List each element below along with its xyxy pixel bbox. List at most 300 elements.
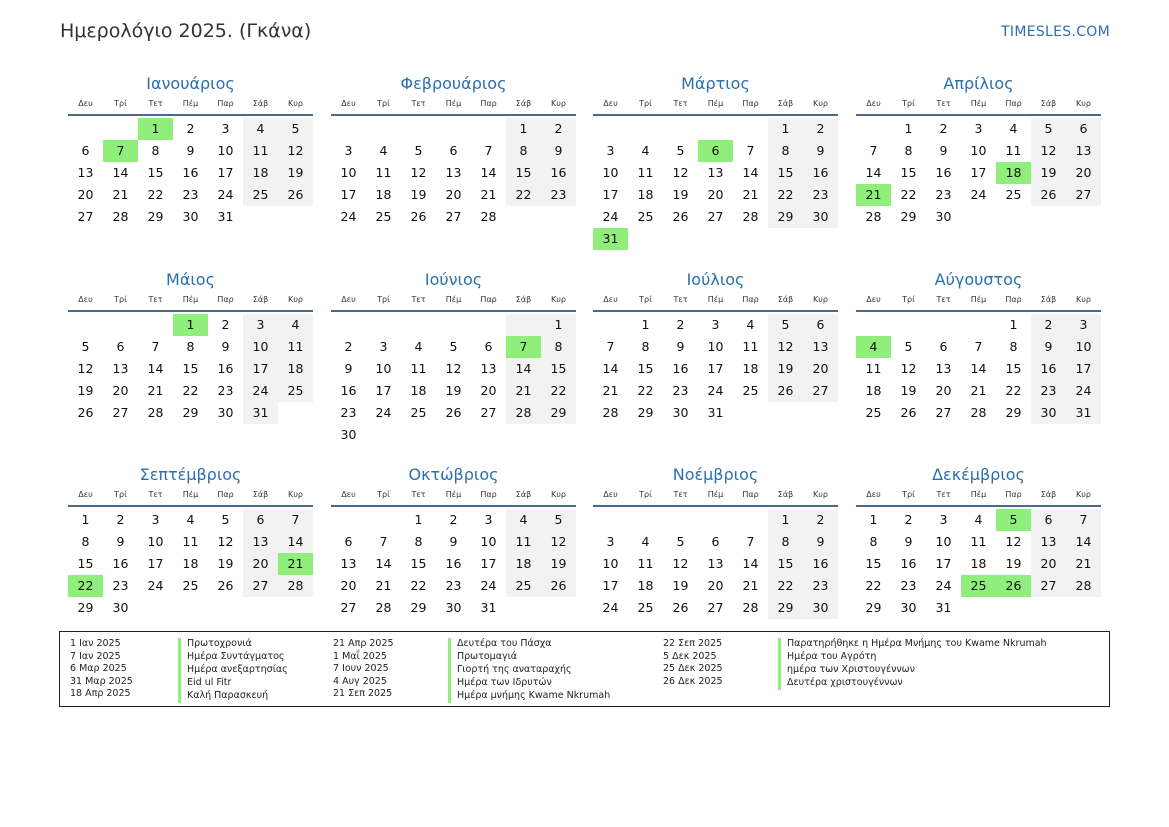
empty-cell — [541, 597, 576, 619]
day-cell: 28 — [480, 209, 497, 224]
weekday-header — [856, 487, 1101, 507]
day-cell: 27 — [707, 600, 724, 615]
day-cell: 4 — [856, 336, 891, 358]
legend-date: 4 Αυγ 2025 — [333, 675, 387, 687]
weekday-label: Πέμ — [707, 295, 724, 304]
day-cell: 19 — [278, 162, 313, 184]
day-cell: 12 — [77, 361, 94, 376]
day-cell: 2 — [803, 118, 838, 140]
day-cell: 16 — [217, 361, 234, 376]
weekday-label: Πέμ — [970, 490, 987, 499]
day-cell: 21 — [375, 578, 392, 593]
day-cell: 9 — [904, 534, 913, 549]
day-cell: 1 — [173, 314, 208, 336]
empty-cell — [68, 314, 103, 336]
day-cell: 7 — [746, 143, 755, 158]
day-cell: 3 — [974, 121, 983, 136]
day-grid — [331, 118, 576, 228]
day-cell: 27 — [445, 209, 462, 224]
legend-holiday-name: Γιορτή της αναταραχής — [448, 664, 610, 677]
day-cell: 5 — [414, 143, 423, 158]
day-cell: 26 — [900, 405, 917, 420]
weekday-label: Πέμ — [707, 99, 724, 108]
day-cell: 20 — [480, 383, 497, 398]
day-cell: 7 — [974, 339, 983, 354]
month-name: Σεπτέμβριος — [139, 465, 242, 484]
day-cell: 6 — [1031, 509, 1066, 531]
weekday-label: Πέμ — [707, 490, 724, 499]
day-cell: 7 — [506, 336, 541, 358]
day-cell: 19 — [445, 383, 462, 398]
day-cell: 15 — [865, 556, 882, 571]
weekday-label: Σάβ — [515, 295, 532, 304]
day-cell: 26 — [217, 578, 234, 593]
weekday-header — [593, 96, 838, 116]
weekday-header — [593, 292, 838, 312]
weekday-label: Δευ — [603, 99, 618, 108]
weekday-label: Σάβ — [515, 99, 532, 108]
month-calendar — [331, 73, 576, 228]
weekday-label: Τετ — [936, 490, 951, 499]
weekday-label: Κυρ — [1076, 99, 1091, 108]
empty-cell — [593, 314, 628, 336]
day-cell: 12 — [768, 336, 803, 358]
day-cell: 29 — [1005, 405, 1022, 420]
empty-cell — [698, 118, 733, 140]
day-cell: 16 — [803, 553, 838, 575]
day-cell: 16 — [900, 556, 917, 571]
day-cell: 26 — [410, 209, 427, 224]
weekday-label: Παρ — [742, 99, 759, 108]
empty-cell — [278, 206, 313, 228]
day-cell: 5 — [1031, 118, 1066, 140]
day-cell: 2 — [676, 317, 685, 332]
day-cell: 5 — [768, 314, 803, 336]
empty-cell — [856, 118, 891, 140]
empty-cell — [698, 509, 733, 531]
day-cell: 15 — [506, 162, 541, 184]
day-cell: 22 — [768, 575, 803, 597]
day-cell: 18 — [996, 162, 1031, 184]
day-cell: 3 — [484, 512, 493, 527]
day-cell: 11 — [506, 531, 541, 553]
weekday-label: Παρ — [742, 490, 759, 499]
day-grid — [856, 314, 1101, 424]
empty-cell — [471, 424, 506, 446]
day-cell: 1 — [641, 317, 650, 332]
day-cell: 8 — [414, 534, 423, 549]
empty-cell — [1066, 206, 1101, 228]
legend-holiday-name: Ημέρα των Ιδρυτών — [448, 677, 610, 690]
day-cell: 28 — [742, 209, 759, 224]
day-cell: 22 — [147, 187, 164, 202]
empty-cell — [961, 206, 996, 228]
day-cell: 25 — [243, 184, 278, 206]
day-cell: 14 — [506, 358, 541, 380]
day-cell: 11 — [865, 361, 882, 376]
day-cell: 17 — [375, 383, 392, 398]
day-cell: 13 — [77, 165, 94, 180]
day-cell: 3 — [221, 121, 230, 136]
day-cell: 24 — [935, 578, 952, 593]
weekday-label: Πέμ — [970, 99, 987, 108]
day-cell: 15 — [182, 361, 199, 376]
legend-names — [778, 638, 1047, 690]
day-cell: 5 — [81, 339, 90, 354]
day-cell: 17 — [602, 187, 619, 202]
day-cell: 3 — [1066, 314, 1101, 336]
day-cell: 19 — [1031, 162, 1066, 184]
day-cell: 5 — [676, 534, 685, 549]
day-cell: 31 — [480, 600, 497, 615]
day-cell: 15 — [541, 358, 576, 380]
day-cell: 13 — [340, 556, 357, 571]
day-cell: 30 — [217, 405, 234, 420]
month-calendar — [593, 73, 838, 250]
day-cell: 14 — [865, 165, 882, 180]
day-cell: 5 — [996, 509, 1031, 531]
day-cell: 16 — [935, 165, 952, 180]
weekday-label: Τρί — [114, 490, 127, 499]
day-cell: 15 — [77, 556, 94, 571]
day-cell: 23 — [803, 575, 838, 597]
empty-cell — [436, 118, 471, 140]
month-calendar — [68, 73, 313, 228]
empty-cell — [856, 314, 891, 336]
day-cell: 18 — [742, 361, 759, 376]
weekday-label: Κυρ — [551, 490, 566, 499]
day-cell: 23 — [672, 383, 689, 398]
day-cell: 9 — [803, 140, 838, 162]
day-cell: 8 — [186, 339, 195, 354]
day-cell: 21 — [112, 187, 129, 202]
day-cell: 12 — [672, 165, 689, 180]
day-cell: 19 — [541, 553, 576, 575]
day-cell: 10 — [217, 143, 234, 158]
day-cell: 9 — [186, 143, 195, 158]
month-calendar — [856, 73, 1101, 228]
day-cell: 20 — [340, 578, 357, 593]
day-cell: 13 — [803, 336, 838, 358]
day-cell: 2 — [541, 118, 576, 140]
day-cell: 9 — [541, 140, 576, 162]
legend-date: 7 Ιαν 2025 — [70, 650, 121, 662]
day-cell: 24 — [243, 380, 278, 402]
day-cell: 14 — [147, 361, 164, 376]
day-cell: 19 — [217, 556, 234, 571]
weekday-label: Τρί — [902, 490, 915, 499]
day-cell: 7 — [151, 339, 160, 354]
empty-cell — [331, 509, 366, 531]
day-cell: 16 — [1031, 358, 1066, 380]
month-calendar — [856, 464, 1101, 619]
day-cell: 13 — [1066, 140, 1101, 162]
day-cell: 1 — [904, 121, 913, 136]
day-cell: 12 — [672, 556, 689, 571]
day-cell: 18 — [637, 578, 654, 593]
weekday-label: Κυρ — [288, 99, 303, 108]
day-cell: 25 — [742, 383, 759, 398]
day-cell: 12 — [1005, 534, 1022, 549]
weekday-label: Παρ — [742, 295, 759, 304]
legend-date: 1 Μαΐ 2025 — [333, 650, 387, 662]
day-cell: 22 — [900, 187, 917, 202]
weekday-label: Κυρ — [288, 295, 303, 304]
day-cell: 3 — [711, 317, 720, 332]
day-cell: 10 — [375, 361, 392, 376]
legend-date: 26 Δεκ 2025 — [663, 675, 723, 687]
day-cell: 11 — [182, 534, 199, 549]
legend-date: 18 Απρ 2025 — [70, 688, 131, 699]
empty-cell — [961, 314, 996, 336]
day-cell: 6 — [698, 140, 733, 162]
empty-cell — [366, 424, 401, 446]
day-cell: 13 — [445, 165, 462, 180]
empty-cell — [401, 314, 436, 336]
month-name: Μάιος — [166, 270, 215, 289]
day-cell: 21 — [742, 187, 759, 202]
holiday-legend — [59, 631, 1110, 707]
day-cell: 5 — [676, 143, 685, 158]
empty-cell — [541, 206, 576, 228]
legend-date: 6 Μαρ 2025 — [70, 663, 127, 674]
weekday-label: Τετ — [148, 295, 163, 304]
day-cell: 22 — [506, 184, 541, 206]
weekday-label: Δευ — [78, 99, 93, 108]
empty-cell — [278, 597, 313, 619]
day-cell: 27 — [77, 209, 94, 224]
day-cell: 23 — [182, 187, 199, 202]
day-cell: 17 — [602, 578, 619, 593]
day-cell: 18 — [865, 383, 882, 398]
month-name: Δεκέμβριος — [932, 465, 1025, 484]
day-cell: 14 — [970, 361, 987, 376]
day-cell: 27 — [112, 405, 129, 420]
day-cell: 22 — [410, 578, 427, 593]
day-cell: 7 — [606, 339, 615, 354]
day-cell: 22 — [768, 184, 803, 206]
month-calendar — [856, 269, 1101, 424]
legend-dates — [663, 638, 773, 688]
day-cell: 25 — [506, 575, 541, 597]
day-cell: 15 — [637, 361, 654, 376]
legend-names — [178, 638, 288, 703]
empty-cell — [208, 597, 243, 619]
day-cell: 26 — [672, 600, 689, 615]
month-calendar — [593, 464, 838, 619]
day-cell: 13 — [707, 556, 724, 571]
day-cell: 15 — [768, 162, 803, 184]
day-cell: 21 — [970, 383, 987, 398]
month-calendar — [593, 269, 838, 424]
empty-cell — [803, 228, 838, 250]
day-cell: 9 — [1031, 336, 1066, 358]
day-cell: 17 — [707, 361, 724, 376]
weekday-label: Δευ — [341, 99, 356, 108]
day-cell: 26 — [77, 405, 94, 420]
weekday-label: Τετ — [411, 490, 426, 499]
day-cell: 9 — [344, 361, 353, 376]
empty-cell — [733, 118, 768, 140]
day-cell: 19 — [900, 383, 917, 398]
day-cell: 18 — [182, 556, 199, 571]
legend-date: 5 Δεκ 2025 — [663, 650, 717, 662]
day-cell: 25 — [637, 600, 654, 615]
empty-cell — [628, 509, 663, 531]
day-cell: 4 — [186, 512, 195, 527]
empty-cell — [926, 314, 961, 336]
day-cell: 19 — [410, 187, 427, 202]
empty-cell — [733, 509, 768, 531]
weekday-header — [331, 292, 576, 312]
day-cell: 17 — [217, 165, 234, 180]
weekday-header — [68, 487, 313, 507]
day-cell: 9 — [676, 339, 685, 354]
day-cell: 22 — [182, 383, 199, 398]
day-cell: 25 — [375, 209, 392, 224]
day-cell: 29 — [768, 597, 803, 619]
day-cell: 29 — [865, 600, 882, 615]
day-cell: 4 — [974, 512, 983, 527]
empty-cell — [663, 509, 698, 531]
day-cell: 6 — [243, 509, 278, 531]
day-cell: 9 — [449, 534, 458, 549]
day-grid — [68, 314, 313, 424]
day-cell: 31 — [243, 402, 278, 424]
legend-dates — [70, 638, 180, 701]
weekday-label: Σάβ — [1040, 295, 1057, 304]
day-cell: 10 — [243, 336, 278, 358]
day-grid — [593, 314, 838, 424]
day-cell: 22 — [541, 380, 576, 402]
day-cell: 23 — [1031, 380, 1066, 402]
weekday-header — [331, 96, 576, 116]
weekday-label: Κυρ — [813, 295, 828, 304]
day-cell: 8 — [81, 534, 90, 549]
empty-cell — [733, 228, 768, 250]
empty-cell — [733, 402, 768, 424]
day-cell: 2 — [344, 339, 353, 354]
day-cell: 30 — [340, 427, 357, 442]
weekday-label: Τρί — [377, 99, 390, 108]
day-cell: 20 — [1066, 162, 1101, 184]
empty-cell — [803, 402, 838, 424]
weekday-label: Κυρ — [1076, 295, 1091, 304]
weekday-header — [331, 487, 576, 507]
day-cell: 30 — [672, 405, 689, 420]
day-cell: 16 — [445, 556, 462, 571]
day-cell: 1 — [138, 118, 173, 140]
day-cell: 22 — [1005, 383, 1022, 398]
empty-cell — [593, 509, 628, 531]
day-cell: 6 — [1066, 118, 1101, 140]
legend-holiday-name: ημέρα των Χριστουγέννων — [778, 664, 1047, 677]
day-cell: 6 — [711, 534, 720, 549]
day-cell: 11 — [742, 339, 759, 354]
day-cell: 15 — [410, 556, 427, 571]
day-cell: 2 — [221, 317, 230, 332]
month-name: Ιούνιος — [424, 270, 483, 289]
weekday-label: Πέμ — [445, 295, 462, 304]
month-calendar — [68, 464, 313, 619]
day-cell: 6 — [484, 339, 493, 354]
day-cell: 18 — [278, 358, 313, 380]
day-cell: 30 — [803, 597, 838, 619]
weekday-label: Σάβ — [777, 99, 794, 108]
day-cell: 29 — [541, 402, 576, 424]
day-cell: 30 — [1031, 402, 1066, 424]
day-cell: 10 — [602, 556, 619, 571]
day-cell: 3 — [606, 143, 615, 158]
day-cell: 5 — [278, 118, 313, 140]
weekday-label: Δευ — [866, 490, 881, 499]
legend-date: 31 Μαρ 2025 — [70, 675, 133, 687]
empty-cell — [401, 424, 436, 446]
day-cell: 24 — [340, 209, 357, 224]
legend-holiday-name: Πρωτομαγιά — [448, 651, 610, 664]
empty-cell — [506, 424, 541, 446]
empty-cell — [628, 228, 663, 250]
day-cell: 6 — [344, 534, 353, 549]
day-cell: 12 — [900, 361, 917, 376]
day-cell: 9 — [803, 531, 838, 553]
day-cell: 29 — [768, 206, 803, 228]
day-cell: 11 — [1005, 143, 1022, 158]
legend-holiday-name: Καλή Παρασκευή — [178, 690, 288, 703]
day-cell: 10 — [602, 165, 619, 180]
legend-holiday-name: Eid ul Fitr — [178, 677, 288, 690]
day-cell: 17 — [480, 556, 497, 571]
month-calendar — [331, 464, 576, 619]
day-cell: 28 — [112, 209, 129, 224]
day-cell: 27 — [1031, 575, 1066, 597]
day-cell: 21 — [856, 184, 891, 206]
day-cell: 5 — [449, 339, 458, 354]
brand-link[interactable]: TIMESLES.COM — [1001, 24, 1110, 40]
legend-date: 25 Δεκ 2025 — [663, 663, 723, 674]
weekday-label: Παρ — [217, 295, 234, 304]
empty-cell — [278, 402, 313, 424]
empty-cell — [138, 597, 173, 619]
weekday-label: Παρ — [480, 490, 497, 499]
day-cell: 8 — [768, 140, 803, 162]
legend-holiday-name: Ημέρα μνήμης Kwame Nkrumah — [448, 690, 610, 703]
weekday-label: Κυρ — [551, 99, 566, 108]
day-cell: 20 — [445, 187, 462, 202]
day-cell: 4 — [641, 143, 650, 158]
day-cell: 18 — [375, 187, 392, 202]
empty-cell — [768, 228, 803, 250]
weekday-label: Κυρ — [813, 99, 828, 108]
day-cell: 19 — [672, 578, 689, 593]
legend-holiday-name: Παρατηρήθηκε η Ημέρα Μνήμης του Kwame Nkrumah — [778, 638, 1047, 651]
day-cell: 28 — [742, 600, 759, 615]
page-title: Ημερολόγιο 2025. (Γκάνα) — [60, 20, 312, 42]
day-cell: 4 — [506, 509, 541, 531]
day-cell: 7 — [379, 534, 388, 549]
day-cell: 4 — [746, 317, 755, 332]
day-cell: 21 — [742, 578, 759, 593]
day-cell: 11 — [970, 534, 987, 549]
day-cell: 2 — [803, 509, 838, 531]
weekday-label: Τρί — [114, 99, 127, 108]
day-cell: 20 — [707, 187, 724, 202]
day-cell: 24 — [707, 383, 724, 398]
day-cell: 2 — [939, 121, 948, 136]
empty-cell — [1031, 206, 1066, 228]
day-cell: 4 — [379, 143, 388, 158]
empty-cell — [768, 402, 803, 424]
